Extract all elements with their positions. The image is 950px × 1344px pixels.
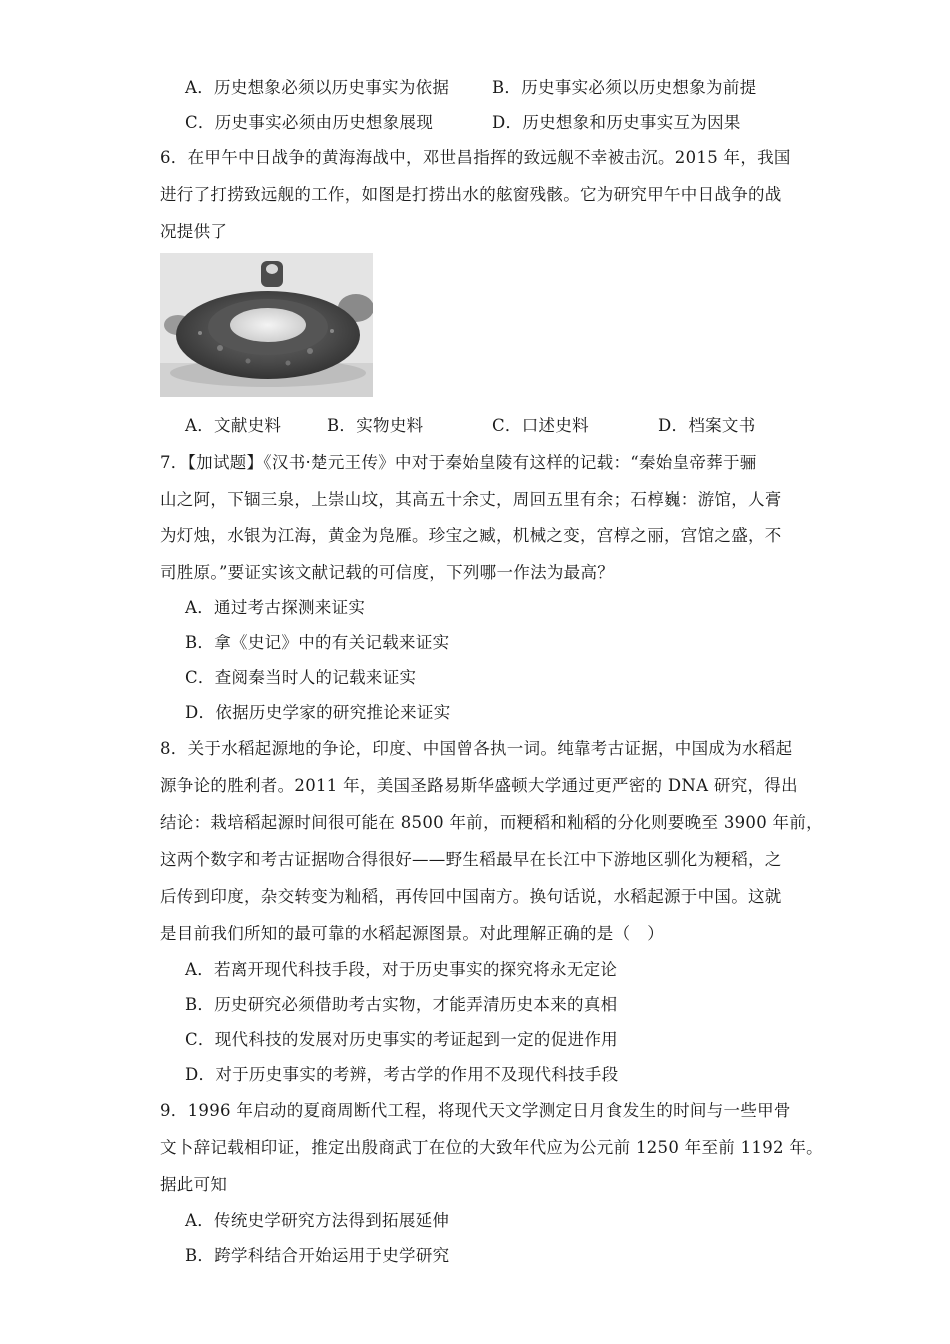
q9-text-line-3: 据此可知 bbox=[160, 1175, 228, 1194]
q7-text-line-2: 山之阿，下锢三泉，上崇山坟，其高五十余丈，周回五里有余；石椁巍：游馆，人膏 bbox=[160, 490, 782, 509]
q8-text-line-2: 源争论的胜利者。2011 年，美国圣路易斯华盛顿大学通过更严密的 DNA 研究，得出 bbox=[160, 776, 798, 795]
q7-text-line-4: 司胜原。”要证实该文献记载的可信度，下列哪一作法为最高？ bbox=[160, 563, 615, 582]
q8-text-line-3: 结论：栽培稻起源时间很可能在 8500 年前，而粳稻和籼稻的分化则要晚至 3900 年前， bbox=[160, 813, 823, 832]
q5-option-b[interactable]: B．历史事实必须以历史想象为前提 bbox=[492, 78, 757, 97]
q8-option-d[interactable]: D．对于历史事实的考辨，考古学的作用不及现代科技手段 bbox=[185, 1065, 619, 1084]
q5-option-d[interactable]: D．历史想象和历史事实互为因果 bbox=[492, 113, 741, 132]
q6-option-c[interactable]: C．口述史料 bbox=[492, 416, 589, 435]
q6-option-d[interactable]: D．档案文书 bbox=[658, 416, 756, 435]
q8-text-line-1: 8．关于水稻起源地的争论，印度、中国曾各执一词。纯靠考古证据，中国成为水稻起 bbox=[160, 739, 793, 758]
q7-option-d[interactable]: D．依据历史学家的研究推论来证实 bbox=[185, 703, 451, 722]
porthole-wreckage-image bbox=[160, 253, 373, 397]
q6-option-a[interactable]: A．文献史料 bbox=[185, 416, 282, 435]
q6-text-line-1: 6．在甲午中日战争的黄海海战中，邓世昌指挥的致远舰不幸被击沉。2015 年，我国 bbox=[160, 148, 791, 167]
q8-text-line-5: 后传到印度，杂交转变为籼稻，再传回中国南方。换句话说，水稻起源于中国。这就 bbox=[160, 887, 782, 906]
q9-option-b[interactable]: B．跨学科结合开始运用于史学研究 bbox=[185, 1246, 450, 1265]
q9-text-line-1: 9．1996 年启动的夏商周断代工程，将现代天文学测定日月食发生的时间与一些甲骨 bbox=[160, 1101, 791, 1120]
q8-option-c[interactable]: C．现代科技的发展对历史事实的考证起到一定的促进作用 bbox=[185, 1030, 618, 1049]
q6-text-line-3: 况提供了 bbox=[160, 222, 228, 241]
q5-option-a[interactable]: A．历史想象必须以历史事实为依据 bbox=[185, 78, 450, 97]
q6-text-line-2: 进行了打捞致远舰的工作，如图是打捞出水的舷窗残骸。它为研究甲午中日战争的战 bbox=[160, 185, 782, 204]
q8-text-line-6: 是目前我们所知的最可靠的水稻起源图景。对此理解正确的是（ ） bbox=[160, 924, 664, 943]
q7-text-line-1: 7．【加试题】《汉书·楚元王传》中对于秦始皇陵有这样的记载：“秦始皇帝葬于骊 bbox=[160, 453, 757, 472]
q8-option-b[interactable]: B．历史研究必须借助考古实物，才能弄清历史本来的真相 bbox=[185, 995, 618, 1014]
q9-option-a[interactable]: A．传统史学研究方法得到拓展延伸 bbox=[185, 1211, 450, 1230]
q9-text-line-2: 文卜辞记载相印证，推定出殷商武丁在位的大致年代应为公元前 1250 年至前 1192 年。 bbox=[160, 1138, 823, 1157]
q5-option-c[interactable]: C．历史事实必须由历史想象展现 bbox=[185, 113, 434, 132]
q7-text-line-3: 为灯烛，水银为江海，黄金为凫雁。珍宝之臧，机械之变，宫椁之丽，宫馆之盛，不 bbox=[160, 526, 782, 545]
q7-option-a[interactable]: A．通过考古探测来证实 bbox=[185, 598, 366, 617]
q8-option-a[interactable]: A．若离开现代科技手段，对于历史事实的探究将永无定论 bbox=[185, 960, 618, 979]
porthole-wreckage-photo bbox=[160, 253, 373, 397]
q7-option-c[interactable]: C．查阅秦当时人的记载来证实 bbox=[185, 668, 417, 687]
q8-text-line-4: 这两个数字和考古证据吻合得很好——野生稻最早在长江中下游地区驯化为粳稻，之 bbox=[160, 850, 782, 869]
q7-option-b[interactable]: B．拿《史记》中的有关记载来证实 bbox=[185, 633, 450, 652]
q6-option-b[interactable]: B．实物史料 bbox=[327, 416, 424, 435]
